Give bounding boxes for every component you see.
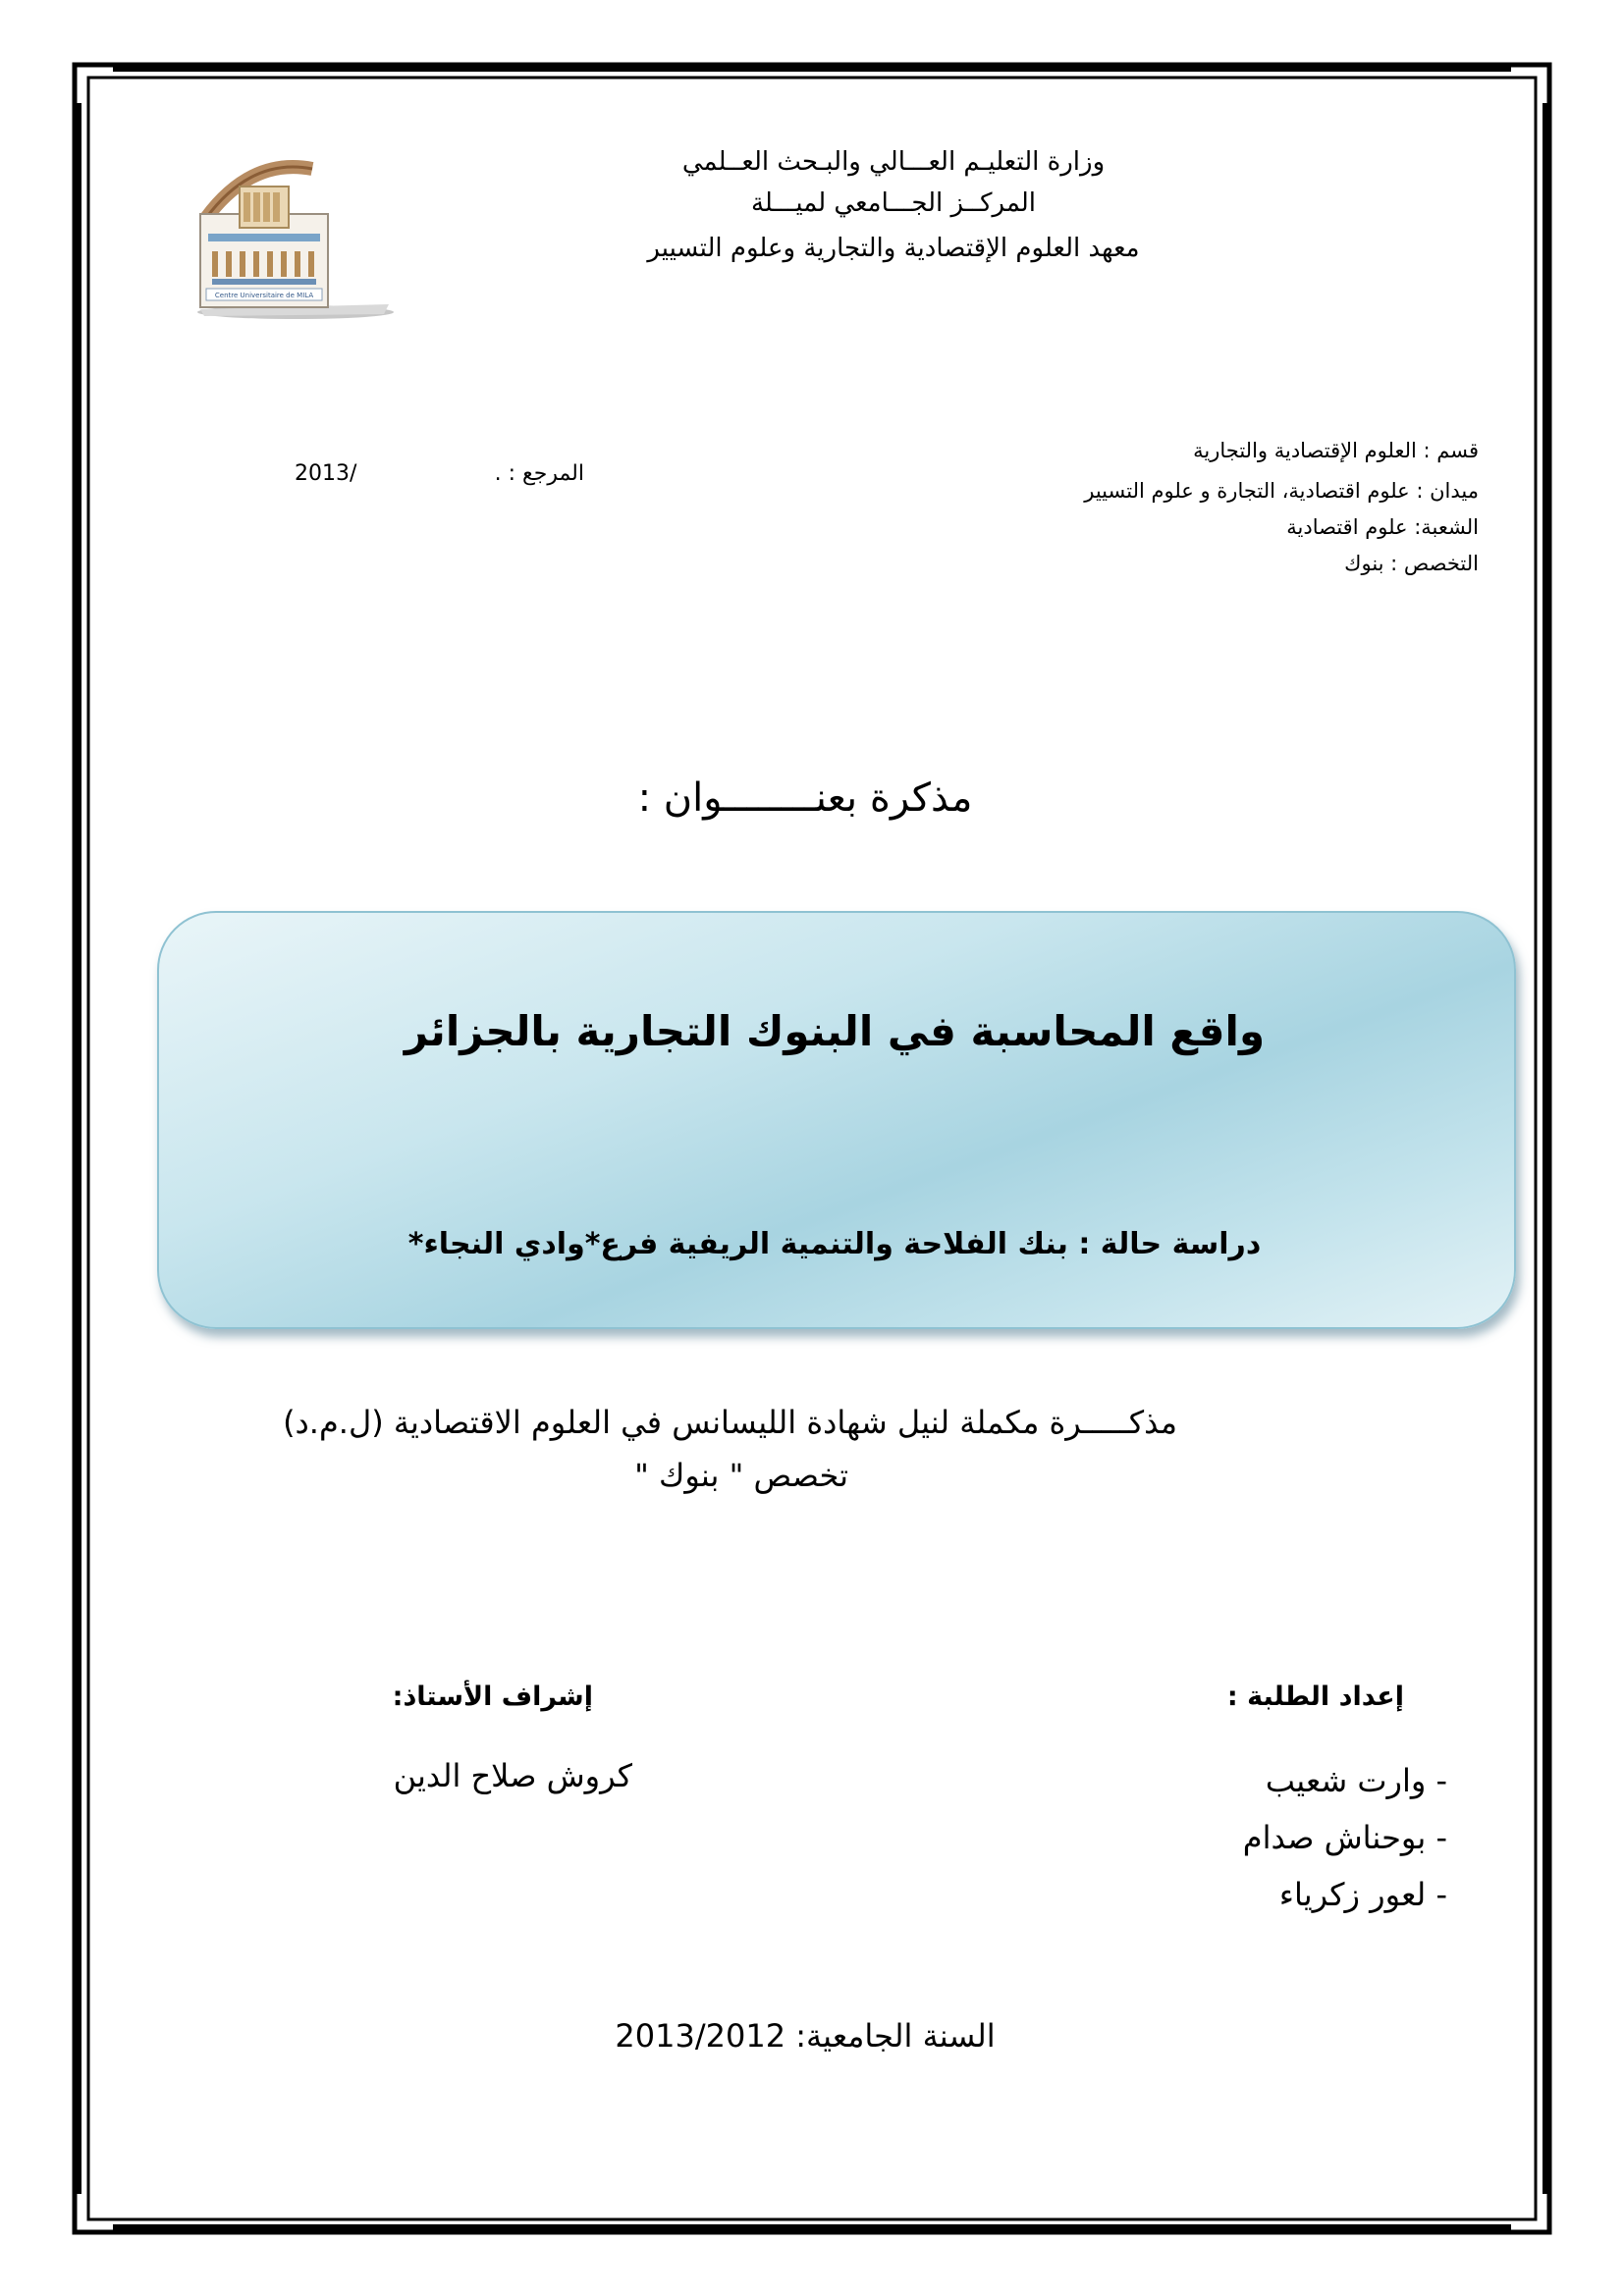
student-name: - لعور زكرياء (1278, 1876, 1447, 1913)
memo-heading: مذكرة بعنــــــــوان : (637, 775, 973, 821)
ministry-line: وزارة التعليـم العـــالي والبـحث العــلمي (681, 147, 1106, 177)
university-center-line: المركــز الجـــامعي لميـــلة (750, 188, 1037, 218)
reference-year: 2013/ (295, 461, 357, 486)
supervisor-name: كروش صلاح الدين (393, 1757, 632, 1794)
specialty-line: التخصص : بنوك (1344, 552, 1479, 575)
field-line: ميدان : علوم اقتصادية، التجارة و علوم التسيير (1084, 479, 1479, 503)
department-line: قسم : العلوم الإقتصادية والتجارية (1193, 439, 1479, 462)
logo-caption: Centre Universitaire de MILA (214, 292, 314, 299)
degree-specialty: تخصص " بنوك " (634, 1457, 848, 1494)
title-box (157, 911, 1516, 1329)
thesis-title: واقع المحاسبة في البنوك التجارية بالجزائر (404, 1007, 1266, 1055)
academic-year-label: السنة الجامعية: (795, 2017, 996, 2055)
branch-line: الشعبة: علوم اقتصادية (1286, 515, 1479, 539)
supervisor-label: إشراف الأستاذ: (392, 1682, 593, 1712)
student-name: - بوحناش صدام (1242, 1819, 1447, 1856)
academic-year-value: 2013/2012 (615, 2017, 786, 2055)
degree-statement: مذكـــــرة مكملة لنيل شهادة الليسانس في العلوم الاقتصادية (ل.م.د) (283, 1404, 1177, 1441)
student-name: - وارت شعيب (1265, 1762, 1447, 1799)
institute-line: معهد العلوم الإقتصادية والتجارية وعلوم التسيير (647, 234, 1140, 263)
case-study-title: دراسة حالة : بنك الفلاحة والتنمية الريفية فرع*وادي النجاء* (407, 1227, 1262, 1261)
students-label: إعداد الطلبة : (1226, 1682, 1404, 1712)
university-logo (192, 157, 399, 324)
reference-label: المرجع : . (494, 461, 584, 486)
academic-year (511, 2017, 1100, 2055)
